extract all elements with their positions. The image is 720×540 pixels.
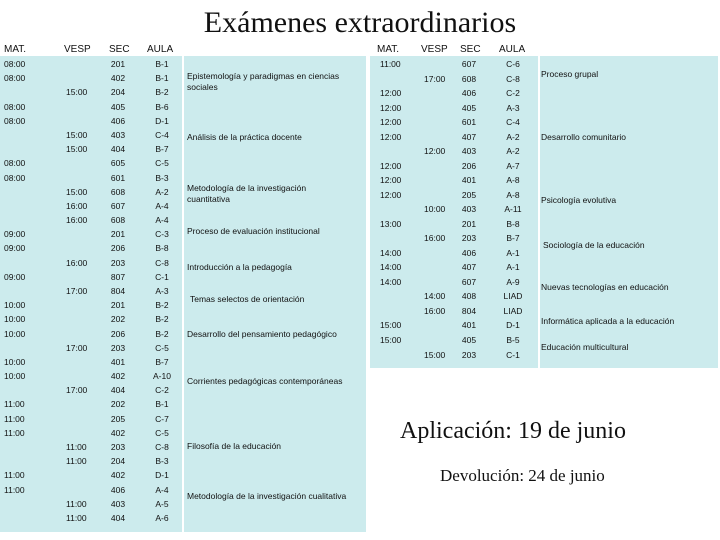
cell-aula: A-9 [506, 276, 520, 287]
cell-sec: 405 [461, 102, 477, 113]
cell-aula: A-5 [155, 498, 169, 509]
cell-aula: LIAD [503, 291, 523, 302]
cell-aula: C-6 [506, 59, 520, 69]
cell-aula: A-1 [506, 247, 520, 258]
devolucion-date: Devolución: 24 de junio [440, 466, 605, 485]
cell-mat: 11:00 [4, 470, 25, 481]
cell-aula: B-7 [155, 356, 169, 367]
cell-sec: 403 [110, 129, 126, 140]
cell-sec: 204 [110, 456, 126, 467]
cell-vesp: 15:00 [66, 186, 88, 197]
cell-sec: 203 [461, 233, 477, 244]
cell-aula: B-7 [506, 233, 520, 244]
subject-label: Filosofía de la educación [187, 441, 282, 451]
cell-sec: 607 [461, 276, 477, 287]
cell-mat: 10:00 [4, 328, 26, 339]
cell-sec: 203 [110, 441, 126, 452]
cell-sec: 405 [461, 335, 477, 345]
cell-mat: 11:00 [380, 59, 401, 69]
cell-mat: 08:00 [4, 59, 26, 69]
subject-label: Temas selectos de orientación [190, 294, 305, 304]
cell-aula: B-6 [155, 101, 169, 112]
cell-mat: 12:00 [380, 175, 402, 186]
cell-vesp: 11:00 [66, 441, 87, 452]
cell-aula: B-3 [155, 172, 169, 183]
header-sec-left: SEC [109, 44, 130, 55]
cell-aula: B-1 [155, 59, 169, 69]
cell-vesp: 17:00 [66, 385, 88, 396]
cell-sec: 804 [461, 305, 477, 316]
cell-aula: C-7 [155, 413, 169, 424]
cell-aula: A-4 [155, 484, 169, 495]
header-vesp-left: VESP [64, 44, 91, 55]
cell-mat: 14:00 [380, 276, 402, 287]
subject-label: Desarrollo comunitario [541, 132, 627, 142]
cell-vesp: 10:00 [424, 204, 446, 215]
cell-sec: 402 [110, 73, 126, 84]
cell-sec: 401 [110, 356, 126, 367]
cell-sec: 403 [461, 146, 477, 157]
cell-aula: B-1 [155, 73, 169, 84]
cell-mat: 12:00 [380, 131, 402, 142]
subject-label: Educación multicultural [541, 342, 629, 352]
cell-sec: 607 [461, 59, 477, 69]
cell-sec: 204 [110, 87, 126, 98]
cell-sec: 608 [110, 186, 126, 197]
cell-aula: A-2 [506, 146, 520, 157]
cell-mat: 11:00 [4, 484, 25, 495]
cell-sec: 203 [110, 342, 126, 353]
subject-label: Corrientes pedagógicas contemporáneas [187, 376, 343, 386]
cell-sec: 404 [110, 144, 126, 155]
cell-aula: A-3 [155, 285, 169, 296]
cell-sec: 406 [461, 247, 477, 258]
cell-sec: 206 [110, 243, 126, 254]
cell-mat: 12:00 [380, 160, 402, 171]
cell-aula: B-2 [155, 300, 169, 311]
cell-mat: 08:00 [4, 101, 26, 112]
cell-aula: C-1 [155, 271, 169, 282]
cell-aula: C-4 [155, 129, 169, 140]
cell-sec: 205 [110, 413, 126, 424]
cell-aula: A-2 [155, 186, 169, 197]
cell-aula: C-4 [506, 117, 520, 128]
cell-sec: 601 [461, 117, 477, 128]
cell-mat: 11:00 [4, 427, 25, 438]
subject-label: Sociología de la educación [543, 240, 645, 250]
cell-vesp: 11:00 [66, 498, 87, 509]
cell-vesp: 11:00 [66, 456, 87, 467]
cell-vesp: 16:00 [424, 233, 446, 244]
subject-label: Análisis de la práctica docente [187, 132, 302, 142]
cell-mat: 08:00 [4, 158, 26, 169]
cell-sec: 206 [461, 160, 477, 171]
cell-sec: 402 [110, 371, 126, 381]
cell-sec: 406 [110, 484, 126, 495]
cell-mat: 10:00 [4, 356, 26, 367]
cell-aula: C-3 [155, 229, 169, 240]
cell-vesp: 15:00 [66, 129, 88, 140]
cell-mat: 13:00 [380, 218, 402, 229]
cell-sec: 202 [110, 399, 126, 410]
cell-aula: A-1 [506, 262, 520, 273]
cell-mat: 10:00 [4, 371, 26, 381]
cell-aula: D-1 [155, 115, 169, 126]
subject-label: Introducción a la pedagogía [187, 262, 292, 272]
cell-sec: 605 [110, 158, 126, 169]
cell-aula: B-1 [155, 399, 169, 410]
cell-sec: 201 [110, 59, 126, 69]
subject-label: Desarrollo del pensamiento pedagógico [187, 329, 337, 339]
aplicacion-date: Aplicación: 19 de junio [400, 418, 626, 444]
cell-aula: A-4 [155, 200, 169, 211]
cell-vesp: 14:00 [424, 291, 446, 302]
cell-aula: C-8 [155, 441, 169, 452]
cell-aula: C-5 [155, 427, 169, 438]
cell-aula: D-1 [155, 470, 169, 481]
cell-mat: 12:00 [380, 189, 402, 200]
cell-aula: A-8 [506, 175, 520, 186]
cell-vesp: 15:00 [66, 144, 88, 155]
cell-sec: 608 [461, 73, 477, 84]
cell-sec: 601 [110, 172, 126, 183]
cell-mat: 14:00 [380, 262, 402, 273]
cell-vesp: 17:00 [424, 73, 446, 84]
cell-sec: 401 [461, 175, 477, 186]
cell-mat: 12:00 [380, 88, 402, 98]
subject-label: Informática aplicada a la educación [541, 316, 675, 326]
cell-sec: 403 [461, 204, 477, 215]
cell-mat: 08:00 [4, 73, 26, 84]
cell-sec: 405 [110, 101, 126, 112]
cell-vesp: 16:00 [66, 200, 88, 211]
cell-aula: B-8 [506, 218, 520, 229]
cell-sec: 407 [461, 131, 477, 142]
cell-mat: 15:00 [380, 335, 402, 345]
cell-mat: 15:00 [380, 320, 402, 331]
cell-sec: 205 [461, 189, 477, 200]
cell-mat: 10:00 [4, 314, 26, 325]
cell-sec: 408 [461, 291, 477, 302]
cell-aula: C-8 [506, 73, 520, 84]
subject-label: Epistemología y paradigmas en ciencias sociales [187, 71, 340, 92]
cell-sec: 202 [110, 314, 126, 325]
cell-sec: 203 [110, 257, 126, 268]
subject-label: Metodología de la investigación cualitativa [187, 491, 347, 501]
cell-sec: 608 [110, 215, 126, 225]
cell-sec: 201 [110, 300, 126, 311]
header-aula-left: AULA [147, 44, 174, 55]
cell-sec: 407 [461, 262, 477, 273]
cell-vesp: 15:00 [424, 349, 446, 360]
header-sec-right: SEC [460, 44, 481, 55]
cell-aula: B-7 [155, 144, 169, 155]
cell-aula: A-2 [506, 131, 520, 142]
cell-mat: 12:00 [380, 102, 402, 113]
cell-aula: B-2 [155, 87, 169, 98]
cell-vesp: 15:00 [66, 87, 88, 98]
subject-label: Proceso de evaluación institucional [187, 226, 320, 236]
cell-sec: 203 [461, 349, 477, 360]
cell-mat: 09:00 [4, 243, 26, 254]
cell-sec: 402 [110, 427, 126, 438]
cell-vesp: 16:00 [66, 257, 88, 268]
cell-aula: A-11 [504, 204, 522, 215]
cell-mat: 10:00 [4, 300, 26, 311]
cell-aula: B-5 [506, 335, 520, 345]
cell-mat: 09:00 [4, 271, 26, 282]
cell-sec: 402 [110, 470, 126, 481]
cell-aula: A-7 [506, 160, 520, 171]
subject-label: Metodología de la investigación cuantitativa [187, 183, 307, 204]
cell-sec: 403 [110, 498, 126, 509]
cell-mat: 11:00 [4, 413, 25, 424]
cell-aula: C-1 [506, 349, 520, 360]
cell-vesp: 11:00 [66, 512, 87, 523]
page-title: Exámenes extraordinarios [203, 6, 517, 39]
cell-sec: 607 [110, 200, 126, 211]
cell-aula: C-5 [155, 158, 169, 169]
cell-vesp: 16:00 [66, 215, 88, 225]
cell-vesp: 17:00 [66, 342, 88, 353]
cell-aula: B-8 [155, 243, 169, 254]
subject-label: Proceso grupal [541, 69, 599, 79]
cell-sec: 401 [461, 320, 477, 331]
cell-mat: 08:00 [4, 172, 26, 183]
cell-aula: A-8 [506, 189, 520, 200]
cell-aula: C-8 [155, 257, 169, 268]
cell-aula: B-2 [155, 328, 169, 339]
cell-aula: C-2 [506, 88, 520, 98]
header-mat-left: MAT. [4, 44, 27, 55]
cell-sec: 807 [110, 271, 126, 282]
cell-aula: D-1 [506, 320, 520, 331]
cell-aula: LIAD [503, 305, 523, 316]
cell-mat: 08:00 [4, 115, 26, 126]
cell-aula: A-6 [155, 512, 169, 523]
cell-mat: 12:00 [380, 117, 402, 128]
cell-mat: 09:00 [4, 229, 26, 240]
cell-sec: 201 [110, 229, 126, 240]
cell-vesp: 12:00 [424, 146, 446, 157]
cell-mat: 11:00 [4, 399, 25, 410]
cell-aula: A-4 [155, 215, 169, 225]
cell-aula: C-2 [155, 385, 169, 396]
subject-label: Nuevas tecnologías en educación [541, 282, 669, 292]
cell-aula: C-5 [155, 342, 169, 353]
cell-aula: A-3 [506, 102, 520, 113]
header-mat-right: MAT. [377, 44, 400, 55]
cell-aula: A-10 [153, 371, 171, 381]
cell-sec: 406 [461, 88, 477, 98]
cell-sec: 804 [110, 285, 126, 296]
cell-mat: 14:00 [380, 247, 402, 258]
cell-sec: 206 [110, 328, 126, 339]
cell-vesp: 16:00 [424, 305, 446, 316]
cell-sec: 404 [110, 512, 126, 523]
cell-vesp: 17:00 [66, 285, 88, 296]
cell-sec: 404 [110, 385, 126, 396]
cell-sec: 201 [461, 218, 477, 229]
header-aula-right: AULA [499, 44, 526, 55]
subject-label: Psicología evolutiva [541, 195, 617, 205]
cell-aula: B-3 [155, 456, 169, 467]
cell-sec: 406 [110, 115, 126, 126]
cell-aula: B-2 [155, 314, 169, 325]
header-vesp-right: VESP [421, 44, 448, 55]
